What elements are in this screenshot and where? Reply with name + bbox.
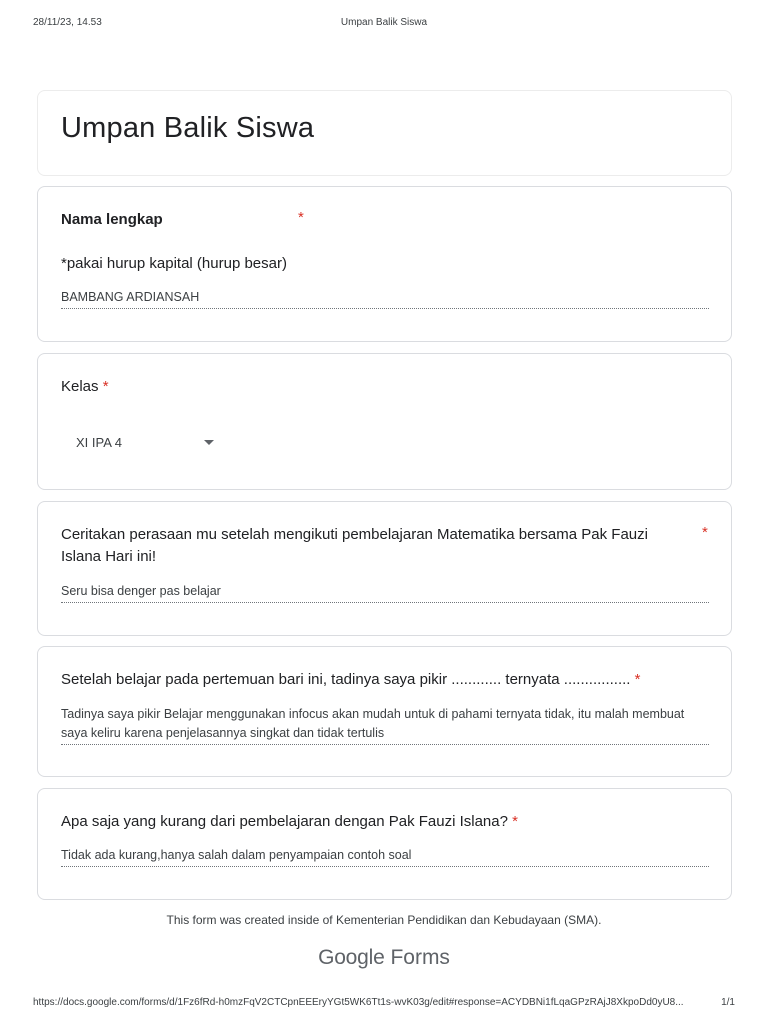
question-description-name: *pakai hurup kapital (hurup besar): [61, 255, 287, 272]
form-title-card: [37, 90, 732, 176]
question-card-name: [37, 186, 732, 342]
print-url: https://docs.google.com/forms/d/1Fz6fRd-h0mzFqV2CTCpnEEEryYGt5WK6Tt1s-wvK03g/edit#response=ACYDBNi1fLqaGPzRAjJ8XkpoDd0yU8...: [33, 997, 684, 1008]
google-forms-logo[interactable]: [0, 946, 768, 970]
required-mark: *: [512, 813, 518, 830]
question-label-name: Nama lengkap: [61, 211, 163, 228]
print-footer: [33, 997, 735, 1011]
chevron-down-icon: [204, 440, 214, 445]
print-page-number: 1/1: [721, 997, 735, 1008]
question-label-expectation-text: Setelah belajar pada pertemuan bari ini, tadinya saya pikir ............ ternyata ................: [61, 671, 631, 688]
form-title: Umpan Balik Siswa: [61, 112, 315, 144]
question-card-expectation: [37, 646, 732, 777]
answer-shortcomings[interactable]: Tidak ada kurang,hanya salah dalam penyampaian contoh soal: [61, 846, 709, 867]
form-footer-note: This form was created inside of Kementerian Pendidikan dan Kebudayaan (SMA).: [166, 913, 602, 927]
required-mark: *: [298, 209, 304, 226]
question-label-shortcomings-text: Apa saja yang kurang dari pembelajaran dengan Pak Fauzi Islana?: [61, 813, 508, 830]
required-mark: *: [702, 524, 708, 541]
question-card-kelas: [37, 353, 732, 490]
brand-google: Google: [318, 946, 385, 969]
answer-expectation[interactable]: Tadinya saya pikir Belajar menggunakan infocus akan mudah untuk di pahami ternyata tidak, itu malah membuat saya keliru karena penjelasannya singkat dan tidak tertulis: [61, 705, 709, 745]
question-label-shortcomings: [61, 811, 701, 833]
answer-name[interactable]: BAMBANG ARDIANSAH: [61, 288, 709, 309]
kelas-dropdown[interactable]: [76, 432, 226, 454]
required-mark: *: [102, 378, 109, 395]
question-label-kelas-text: Kelas: [61, 378, 99, 395]
print-datetime: 28/11/23, 14.53: [33, 17, 102, 28]
answer-feeling[interactable]: Seru bisa denger pas belajar: [61, 582, 709, 603]
question-label-kelas: [61, 376, 701, 398]
question-card-shortcomings: [37, 788, 732, 900]
question-label-expectation: [61, 669, 701, 691]
print-header: [33, 17, 735, 31]
required-mark: *: [634, 671, 641, 688]
print-title: Umpan Balik Siswa: [340, 17, 428, 28]
brand-forms: Forms: [390, 946, 450, 969]
kelas-dropdown-value: XI IPA 4: [76, 435, 123, 450]
question-card-feeling: [37, 501, 732, 636]
question-label-feeling: Ceritakan perasaan mu setelah mengikuti pembelajaran Matematika bersama Pak Fauzi Islana Hari ini!: [61, 526, 648, 565]
